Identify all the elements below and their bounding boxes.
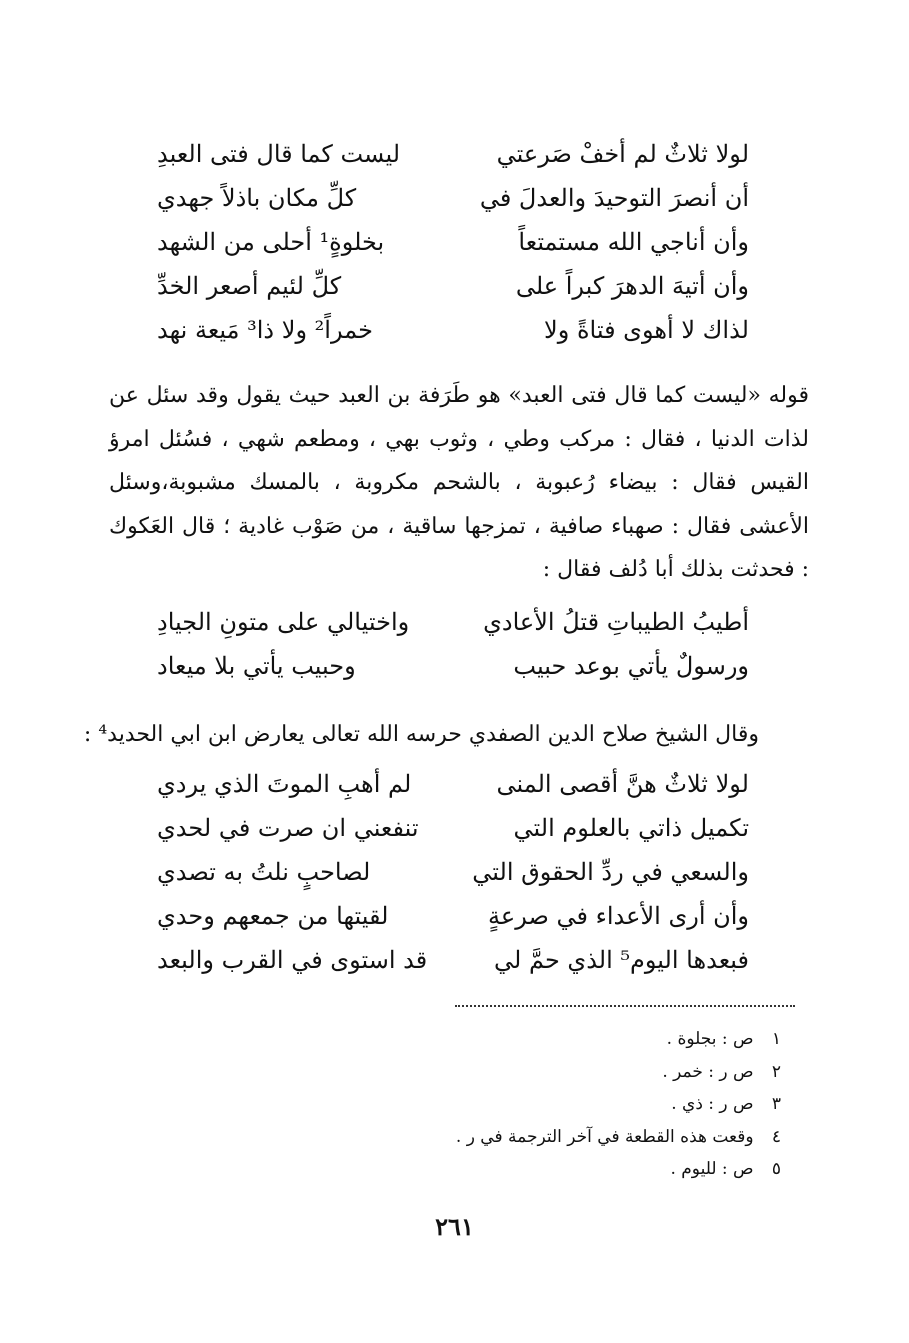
verse-first-hemistich: وأن أتيهَ الدهرَ كبراً على [515,272,749,300]
verse [157,850,749,894]
verse-second-hemistich: لم أهبِ الموتَ الذي يردي [157,770,412,798]
verse [157,176,749,220]
verse-first-hemistich: فبعدها اليوم⁵ الذي حمَّ لي [494,946,749,974]
verse [157,938,749,982]
verse-first-hemistich: أطيبُ الطيباتِ قتلُ الأعادي [483,608,749,636]
footnote [121,1153,781,1186]
commentary-paragraph: قوله «ليست كما قال فتى العبد» هو طَرَفة بن العبد حيث يقول وقد سئل عن لذات الدنيا ، فقال : مركب وطي ، وثوب بهي ، ومطعم شهي ، فسُئل امرؤ القيس فقال : بيضاء رُعبوبة ، بالشحم مكروبة ، بالمسك مشبوبة،وسئل الأعشى فقال : صهباء صافية ، تمزجها ساقية ، من صَوْب غادية ؛ قال العَكوك : فحدثت بذلك أبا دُلف فقال : [109,383,809,582]
verse-second-hemistich: كلِّ لئيم أصعر الخدِّ [157,272,342,300]
verse-first-hemistich: لولا ثلاثٌ هنَّ أقصى المنى [496,770,749,798]
verse-second-hemistich: لقيتها من جمعهم وحدي [157,902,389,930]
verse [157,894,749,938]
verse [157,806,749,850]
verse-first-hemistich: تكميل ذاتي بالعلوم التي [513,814,749,842]
verse-second-hemistich: وحبيب يأتي بلا ميعاد [157,652,356,680]
verse-second-hemistich: تنفعني ان صرت في لحدي [157,814,419,842]
poem-abu-dulaf [157,600,749,688]
verse [157,762,749,806]
verse-second-hemistich: لصاحبٍ نلتُ به تصدي [157,858,371,886]
verse-second-hemistich: بخلوةٍ¹ أحلى من الشهد [157,228,385,256]
poem-tarafa-response [157,132,749,352]
prose-commentary [109,374,809,592]
footnote [121,1088,781,1121]
verse [157,264,749,308]
footnote-number: ٢ [771,1061,781,1082]
verse [157,600,749,644]
verse [157,132,749,176]
footnote-number: ٤ [771,1126,781,1147]
verse-first-hemistich: لذاك لا أهوى فتاةً ولا [544,316,749,344]
poem-safadi [157,762,749,982]
verse-first-hemistich: وأن أناجي الله مستمتعاً [518,228,749,256]
footnote-text: ص : بجلوة . [666,1029,754,1049]
footnote-divider [455,1005,795,1007]
verse-second-hemistich: قد استوى في القرب والبعد [157,946,428,974]
footnote-number: ١ [771,1029,781,1049]
footnote [121,1056,781,1089]
footnotes [121,1023,781,1186]
verse [157,308,749,352]
verse-second-hemistich: كلِّ مكان باذلاً جهدي [157,184,357,212]
page-number: ٢٦١ [435,1212,474,1241]
verse-second-hemistich: ليست كما قال فتى العبدِ [157,140,400,168]
verse-first-hemistich: والسعي في ردِّ الحقوق التي [472,858,749,886]
footnote-number: ٥ [771,1159,781,1179]
verse-first-hemistich: أن أنصرَ التوحيدَ والعدلَ في [479,184,749,212]
footnote [121,1121,781,1154]
footnote [121,1023,781,1056]
safadi-intro-line: وقال الشيخ صلاح الدين الصفدي حرسه الله تعالى يعارض ابن ابي الحديد⁴ : [83,722,759,747]
footnote-text: ص : لليوم . [670,1159,754,1179]
verse [157,220,749,264]
verse-first-hemistich: وأن أرى الأعداء في صرعةٍ [488,902,749,930]
verse-second-hemistich: خمراً² ولا ذا³ مَيعة نهد [157,316,373,344]
footnote-text: وقعت هذه القطعة في آخر الترجمة في ر . [455,1126,754,1147]
footnote-number: ٣ [771,1094,781,1114]
verse-first-hemistich: لولا ثلاثٌ لم أخفْ صَرعتي [496,140,749,168]
footnote-text: ص ر : ذي . [671,1094,754,1114]
verse [157,644,749,688]
verse-second-hemistich: واختيالي على متونِ الجيادِ [157,608,410,636]
verse-first-hemistich: ورسولٌ يأتي بوعد حبيب [513,652,749,680]
footnote-text: ص ر : خمر . [662,1061,754,1082]
